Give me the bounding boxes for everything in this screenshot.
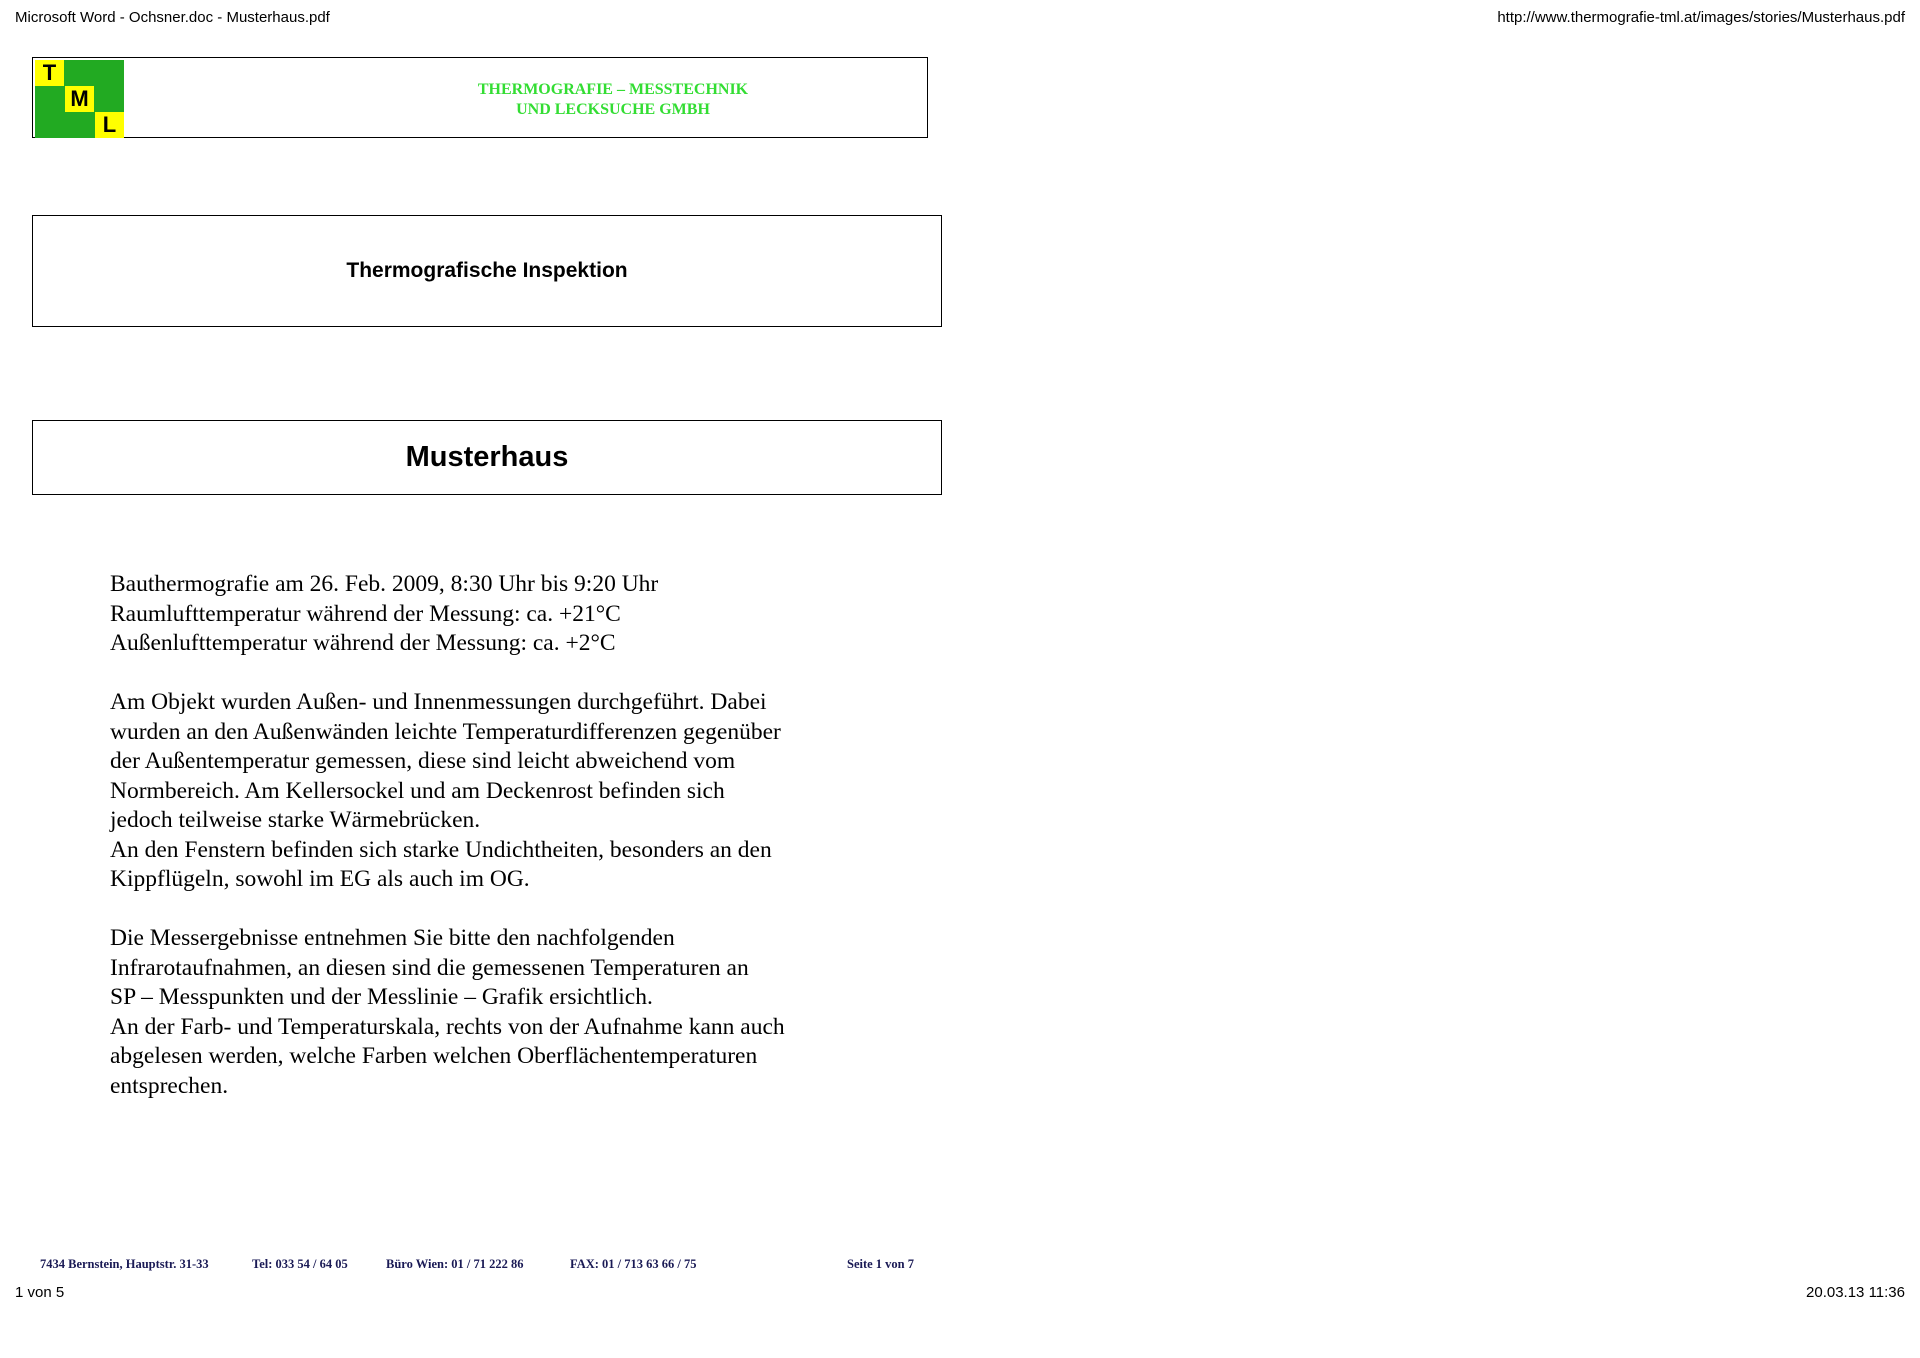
- letterhead: [32, 57, 928, 138]
- company-name: [433, 80, 793, 120]
- logo-letter-m: M: [65, 86, 94, 112]
- text-line: der Außentemperatur gemessen, diese sind leicht abweichend vom: [110, 748, 736, 774]
- footer-office: Büro Wien: 01 / 71 222 86: [386, 1257, 524, 1271]
- text-line: An den Fenstern befinden sich starke Undichtheiten, besonders an den: [110, 836, 772, 863]
- measurement-info-paragraph: [110, 570, 890, 659]
- company-name-line2: UND LECKSUCHE GMBH: [516, 101, 710, 118]
- footer-page-number: Seite 1 von 7: [847, 1257, 915, 1271]
- text-line: Am Objekt wurden Außen- und Innenmessungen durchgeführt. Dabei: [110, 689, 767, 715]
- company-name-line1: THERMOGRAFIE – MESSTECHNIK: [477, 81, 749, 98]
- logo-letter-t: T: [35, 60, 64, 86]
- text-line: Die Messergebnisse entnehmen Sie bitte den nachfolgenden: [110, 925, 675, 951]
- inspection-heading: Thermografische Inspektion: [346, 259, 628, 282]
- logo-letter-l: L: [95, 112, 124, 138]
- text-line: wurden an den Außenwänden leichte Temperaturdifferenzen gegenüber: [110, 718, 781, 745]
- results-paragraph: [110, 924, 890, 1101]
- text-line: Raumlufttemperatur während der Messung: ca. +21°C: [110, 600, 621, 627]
- browser-footer-timestamp: 20.03.13 11:36: [1806, 1284, 1905, 1301]
- text-line: Außenlufttemperatur während der Messung: ca. +2°C: [110, 630, 616, 656]
- text-line: abgelesen werden, welche Farben welchen Oberflächentemperaturen: [110, 1043, 758, 1069]
- document-body: [110, 570, 890, 1131]
- footer-tel: Tel: 033 54 / 64 05: [252, 1257, 348, 1271]
- text-line: Kippflügeln, sowohl im EG als auch im OG.: [110, 866, 530, 892]
- inspection-heading-box: [32, 215, 942, 327]
- browser-header-url: http://www.thermografie-tml.at/images/stories/Musterhaus.pdf: [1497, 9, 1905, 26]
- document-title: Musterhaus: [405, 441, 569, 473]
- tml-logo: [35, 60, 124, 138]
- text-line: An der Farb- und Temperaturskala, rechts von der Aufnahme kann auch: [110, 1013, 785, 1040]
- text-line: Bauthermografie am 26. Feb. 2009, 8:30 Uhr bis 9:20 Uhr: [110, 571, 659, 597]
- document-title-box: [32, 420, 942, 495]
- browser-header-title: Microsoft Word - Ochsner.doc - Musterhaus.pdf: [15, 9, 330, 26]
- findings-paragraph: [110, 688, 890, 895]
- text-line: Normbereich. Am Kellersockel und am Deckenrost befinden sich: [110, 777, 725, 804]
- footer-fax: FAX: 01 / 713 63 66 / 75: [570, 1257, 697, 1271]
- text-line: jedoch teilweise starke Wärmebrücken.: [110, 807, 481, 833]
- text-line: SP – Messpunkten und der Messlinie – Grafik ersichtlich.: [110, 984, 653, 1010]
- browser-footer-page: 1 von 5: [15, 1284, 65, 1301]
- text-line: entsprechen.: [110, 1072, 229, 1099]
- footer-address: 7434 Bernstein, Hauptstr. 31-33: [40, 1257, 209, 1271]
- text-line: Infrarotaufnahmen, an diesen sind die gemessenen Temperaturen an: [110, 954, 749, 981]
